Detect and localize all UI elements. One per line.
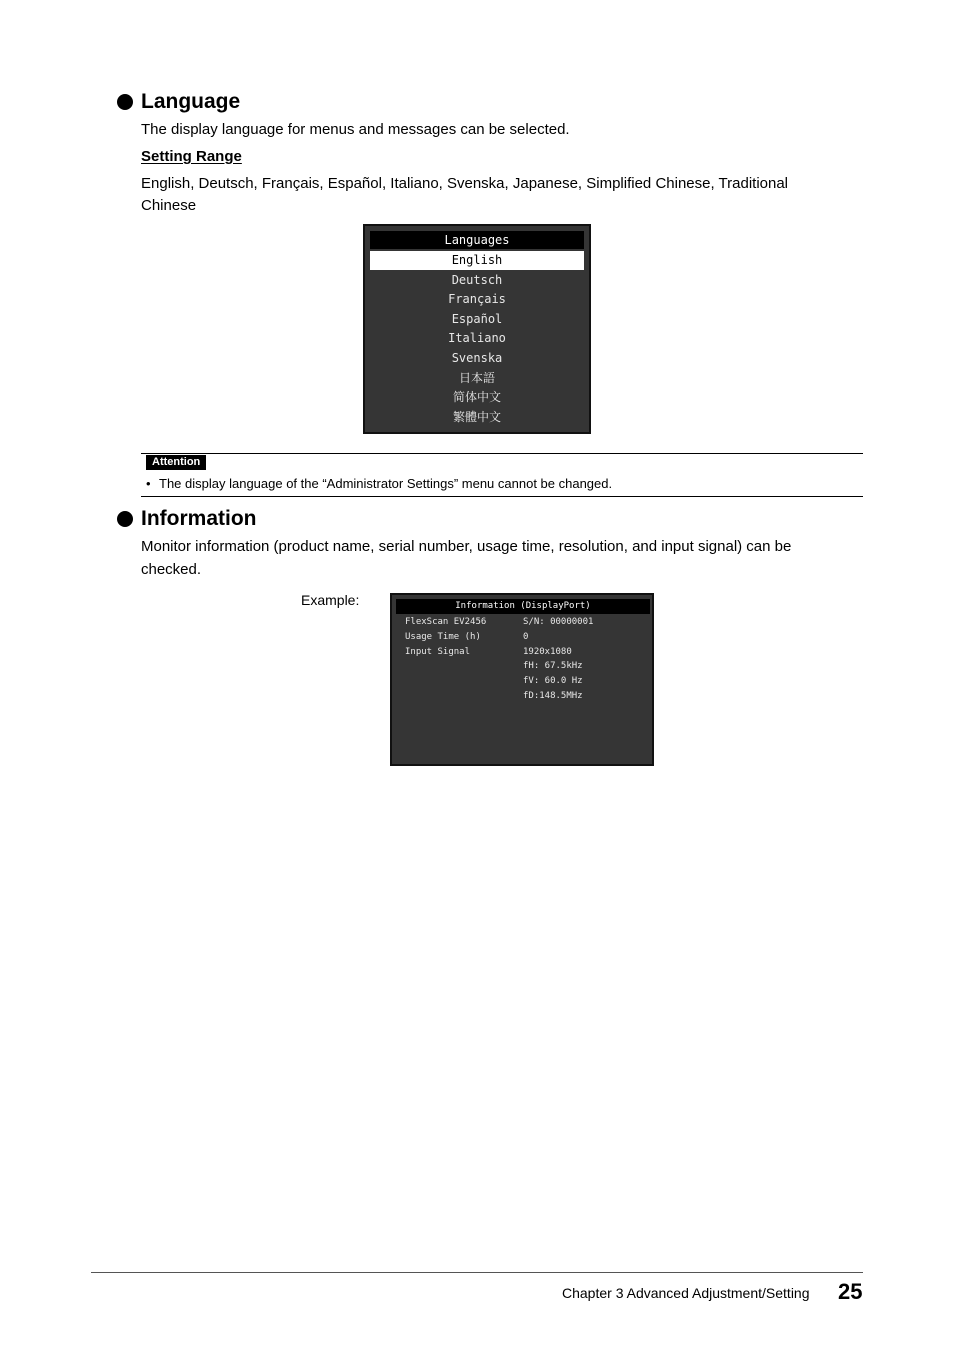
info-value: 0	[523, 631, 529, 642]
info-value: fD:148.5MHz	[523, 691, 583, 701]
info-label: Input Signal	[405, 647, 471, 657]
language-option[interactable]: 简体中文	[452, 390, 501, 405]
info-label: FlexScan EV2456	[405, 617, 487, 627]
information-bullet-icon	[117, 511, 133, 527]
attention-text: The display language of the “Administrator Settings” menu cannot be changed.	[159, 476, 613, 491]
info-label: Usage Time (h)	[405, 632, 481, 642]
info-value: S/N: 00000001	[523, 617, 594, 627]
information-description-line2: checked.	[141, 561, 202, 578]
attention-bullet: •	[146, 476, 151, 491]
page-number: 25	[838, 1279, 863, 1304]
footer-chapter-title: Chapter 3 Advanced Adjustment/Setting	[562, 1285, 810, 1301]
language-option[interactable]: Svenska	[451, 351, 503, 365]
setting-range-line2: Chinese	[141, 197, 197, 214]
attention-top-rule	[141, 453, 863, 454]
language-option[interactable]: Italiano	[448, 331, 506, 346]
attention-bottom-rule	[141, 496, 863, 497]
information-description-line1: Monitor information (product name, serial number, usage time, resolution, and input signal) can be	[141, 538, 792, 555]
language-heading: Language	[141, 90, 241, 113]
languages-osd-screen	[363, 224, 591, 434]
language-option[interactable]: 日本語	[458, 370, 495, 385]
footer-rule	[91, 1272, 863, 1273]
information-osd-screen	[390, 593, 654, 766]
language-bullet-icon	[117, 94, 133, 110]
attention-badge: Attention	[146, 455, 206, 470]
language-option[interactable]: Deutsch	[451, 272, 503, 287]
language-option[interactable]: Français	[448, 292, 506, 307]
info-value: fV: 60.0 Hz	[523, 676, 583, 687]
setting-range-line1: English, Deutsch, Français, Español, Italiano, Svenska, Japanese, Simplified Chinese, Traditional	[141, 175, 789, 192]
language-option[interactable]: English	[370, 251, 584, 270]
language-option[interactable]: Español	[451, 311, 503, 326]
languages-osd-title: Languages	[370, 231, 584, 249]
information-osd-title: Information (DisplayPort)	[396, 599, 650, 614]
language-description: The display language for menus and messages can be selected.	[141, 121, 570, 138]
language-option[interactable]: 繁體中文	[452, 409, 501, 424]
info-value: fH: 67.5kHz	[523, 661, 583, 672]
example-label: Example:	[301, 592, 360, 608]
information-heading: Information	[141, 507, 257, 530]
info-value: 1920x1080	[523, 646, 572, 657]
setting-range-label: Setting Range	[141, 148, 242, 165]
